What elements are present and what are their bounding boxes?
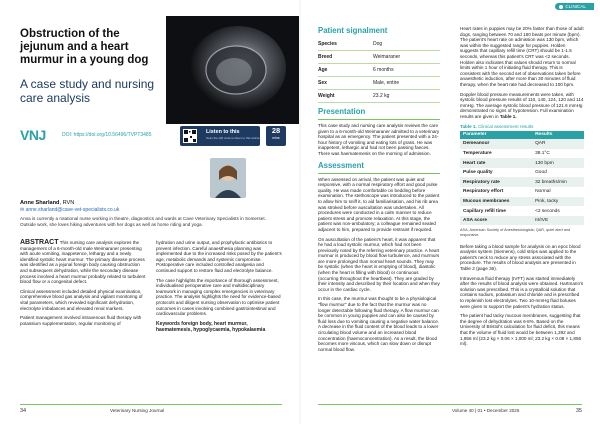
parameter-cell: ASA score — [460, 216, 532, 226]
signalment-value: 23.2 kg — [373, 90, 440, 103]
assessment-heading: Assessment — [318, 160, 364, 170]
table-caption — [460, 124, 584, 129]
result-cell: Pink, tacky — [532, 197, 584, 207]
table-row — [318, 64, 440, 77]
doi-link[interactable]: DOI: https://doi.org/10.56496/TVPT3485 — [62, 132, 152, 138]
section-tag-label: CLINICAL — [565, 4, 586, 9]
result-cell: Normal — [535, 189, 551, 195]
signalment-key: Species — [318, 38, 373, 51]
table-row — [318, 90, 440, 103]
page-number: 34 — [20, 408, 27, 414]
parameter-cell: Capillary refill time — [463, 208, 506, 214]
signalment-key: Breed — [318, 51, 373, 64]
listen-unit: mins — [272, 136, 280, 140]
table-row — [460, 158, 584, 168]
abstract-column-1 — [20, 240, 146, 330]
keywords-text: foreign body, heart murmur, haematemesis, hypoglycaemia, hypokalaemia — [156, 320, 266, 333]
footer-rule — [318, 404, 582, 405]
author-avatar — [210, 158, 246, 198]
table-row — [460, 149, 584, 159]
signalment-value: Dog — [373, 38, 440, 51]
listen-button[interactable] — [180, 126, 260, 146]
assessment-paragraph-3: In this case, the murmur was thought to be a physiological "flow murmur" due to the fact that the murmur was no longer detectable following fluid therapy. A flow murmur can be common in young puppies and can also be caused by fluid loss due to vomiting causing a negative water balance. A decrease in the fluid content of the blood leads to a lower circulating blood volume and an increased blood concentration (haemoconcentration). As a result, the blood becomes more viscous, which can slow down or disrupt normal blood flow. — [318, 296, 440, 352]
signalment-value: Male, entire — [373, 77, 440, 90]
journal-name: Veterinary Nursing Journal — [110, 408, 165, 413]
abstract-column-2 — [156, 240, 282, 337]
journal-logo: VNJ — [20, 127, 46, 143]
volume-info: Volume 40 | 01 • December 2025 — [452, 408, 520, 413]
abstract-paragraph-4: hydration and urine output, and prophylactic antibiotics to prevent infection. Careful anaesthesia planning was implemented due to the increased risks posed by the patient's age, metabolic demands and systemic compromise. Postoperative care included controlled analgesia and continued support to restore fluid and electrolyte balance. — [156, 240, 282, 273]
parameter-cell: Respiratory rate — [460, 177, 532, 187]
result-cell: QAR — [532, 139, 584, 149]
column-header: Parameter — [460, 131, 532, 140]
section-rule — [318, 173, 440, 174]
author-email-text[interactable]: anne.sharland@cave-vet-specialists.co.uk — [25, 207, 120, 213]
assessment-paragraph-1: When assessed on arrival, the patient was quiet and responsive, with a normal respiratory effort and good pulse quality. He was made comfortable on bedding before examination. The stethoscope was introduced to the patient to allow him to sniff it, to aid familiarisation, and his rib area was stroked before auscultation was undertaken. All procedures were conducted in a calm manner to reduce patient stress and promote relaxation. At this stage, the patient was non-ambulatory; a colleague remained seated adjacent to him, prepared to provide restraint if required. — [318, 176, 440, 232]
table-row — [460, 168, 584, 178]
body-paragraph-5: The patient had tacky mucous membranes, suggesting that the degree of dehydration was 6-8%. Based on the University of Bristol's calculation for fluid deficit, this means that the volume of fluid lost would be between 1,392 and 1,856 ml (23.2 kg × 0.06 × 1,000 ml; 23.2 kg × 0.08 × 1,856 ml). — [460, 313, 582, 347]
body-paragraph-2 — [460, 92, 584, 120]
author-bio: Anna is currently a rotational nurse working in theatre, diagnostics and wards at Cave Veterinary Specialists in Somerset. Outside work, she loves hiking adventures with her dogs as well as horse riding and yoga. — [20, 216, 266, 227]
author-block — [20, 158, 290, 200]
listen-subtitle: Scan the QR code to listen to this article — [206, 136, 260, 140]
parameter-cell: Pulse quality — [463, 170, 493, 176]
author-email[interactable] — [20, 207, 119, 213]
right-page — [300, 0, 600, 424]
table-reference: Table 1. — [498, 113, 517, 119]
abstract-paragraph-5: The case highlights the importance of thorough assessment, individualised perioperative care and multidisciplinary teamwork in managing complex emergencies in veterinary practice. The analysis highlights the need for evidence-based protocols and diligent nursing observation to optimise patient outcomes in cases involving combined gastrointestinal and cardiovascular problems. — [156, 277, 281, 317]
section-rule — [318, 119, 440, 120]
table-row — [460, 187, 584, 197]
abstract-paragraph-2: Clinical assessment included detailed physical examination, comprehensive blood gas analysis and vigilant monitoring of vital parameters, which revealed significant dehydration, electrolyte imbalances and elevated renal markers. — [20, 288, 143, 311]
signalment-key: Age — [318, 64, 373, 77]
abstract-paragraph-3: Patient management involved intravenous fluid therapy with potassium supplementation, regular monitoring of — [20, 315, 142, 326]
keywords — [156, 321, 282, 333]
result-cell: 38.1°C — [535, 150, 550, 156]
parameter-cell: Mucous membranes — [460, 197, 532, 207]
table-caption-text: Clinical assessment results — [476, 123, 534, 129]
result-cell: <2 seconds — [535, 208, 560, 214]
keywords-heading: Keywords — [156, 320, 180, 327]
result-cell: III/IVE — [532, 216, 584, 226]
body-paragraph-3: Before taking a blood sample for analysis on an epoc blood analysis system (Siemens), cold strips was applied to the patient's neck to reduce any stress associated with the procedure. The results of blood analysis are presented in Table 2 (page 36). — [460, 243, 581, 271]
clinical-results-table — [460, 131, 584, 226]
table-row — [318, 77, 440, 90]
table-caption-label: Table 1. — [460, 123, 477, 129]
article-subtitle: A case study and nursing care analysis — [20, 77, 155, 105]
presentation-heading: Presentation — [318, 107, 366, 116]
parameter-cell: Demeanour — [460, 139, 532, 149]
result-cell: 32 breaths/min — [532, 177, 584, 187]
signalment-key: Sex — [318, 77, 373, 90]
table-row — [460, 197, 584, 207]
listen-title: Listen to this — [206, 129, 240, 135]
parameter-cell: Temperature — [463, 150, 492, 156]
table-row — [460, 139, 584, 149]
result-cell: Good — [535, 170, 547, 176]
radiograph-image — [166, 16, 300, 124]
body-paragraph-4: Intravenous fluid therapy (IVFT) was started immediately after the results of blood analysis were obtained. Hartmann's solution was prescribed. This is a crystalloid solution that contains sodium, potassium and chloride and is prescribed to replenish lost electrolytes. Two 10-mmHg fluid boluses were given to support the patient's hydration status. — [460, 275, 584, 309]
signalment-value: Weimaraner — [373, 51, 440, 64]
signalment-value: 6 months — [373, 64, 440, 77]
signalment-table — [318, 38, 440, 103]
signalment-key: Weight — [318, 90, 373, 103]
signalment-heading: Patient signalment — [318, 26, 388, 35]
parameter-cell: Respiratory effort — [463, 189, 504, 195]
tag-dot-icon — [559, 5, 563, 9]
table-row — [460, 216, 584, 226]
abstract-text-1: This nursing care analysis explores the management of a 6-month-old male Weimaraner presenting with acute vomiting, inappetence, lethargy and a newly identified systolic heart murmur. The primary disease process was identified as a jejunal foreign body causing obstruction and subsequent dehydration, while the secondary disease process involved a heart murmur probably related to turbulent blood flow or a congenital defect. — [20, 240, 146, 285]
mail-icon: ✉ — [20, 207, 25, 213]
abstract-heading: ABSTRACT — [20, 239, 59, 246]
listen-minutes: 28 — [271, 126, 281, 135]
table-header-row — [460, 131, 584, 140]
table-row — [318, 51, 440, 64]
section-tag — [555, 3, 594, 10]
body-paragraph-1: Heart rates in puppies may be 20% faster than those of adult dogs, ranging between 70 and 180 beats per minute (bpm). The patient's heart rate on admission was 130 bpm, which was within the suggested range for puppies. Holden suggests that capillary refill time (CRT) should be 1-1.5 seconds, whereas this patient's CRT was <2 seconds. Holden also indicates that values should return to normal limits within 1 hour of initiating fluid therapy. This is consistent with the second set of observations taken before anaesthetic induction, after more than 30 minutes of fluid therapy, when the heart rate had decreased to 100 bpm. — [460, 26, 584, 87]
right-column-2 — [460, 26, 584, 351]
author-name-text: Anne Sharland — [20, 200, 60, 206]
qr-code-icon[interactable] — [183, 129, 197, 143]
assessment-paragraph-2: On auscultation of the patient's heart, it was apparent that he had a loud systolic murmur, which had not been previously noted by the referring veterinary practice. A heart murmur is produced by blood flow turbulence, and murmurs are more prolonged than normal heart sounds. They may be systolic (when the heart is emptying of blood), diastolic (when the heart is filling with blood) or continuous (occurring throughout the heartbeat). They are graded by their intensity and described by their location and when they occur in the cardiac cycle. — [318, 236, 440, 292]
right-column-1 — [318, 26, 440, 356]
table-footnote: ASA, American Society of Anesthesiologists; QAR, quiet alert and responsive. — [460, 228, 571, 238]
page-number: 35 — [575, 408, 582, 414]
parameter-cell: Heart rate — [460, 158, 532, 168]
author-credentials: , RVN — [59, 200, 75, 206]
table-row — [460, 206, 584, 216]
author-name — [20, 200, 74, 206]
result-cell: 130 bpm — [532, 158, 584, 168]
presentation-paragraph: This case study and nursing care analysis reviews the care given to a 6-month-old Weimaraner admitted to a veterinary hospital as an emergency. The patient presented with a 24-hour history of vomiting and eating lots of grass. He was inappetent, lethargic and had not been passing faeces. There was haematemesis on the morning of admission. — [318, 123, 440, 156]
footer-rule — [20, 404, 282, 405]
column-header: Results — [532, 131, 584, 140]
body-paragraph-2-text: Doppler blood pressure measurements were taken, with systolic blood pressure results of 110, 140, 124, 120 and 114 mmHg. The average systolic blood pressure of 121.6 mmHg demonstrated no signs of hypotension. Full examination results are given in — [460, 91, 584, 119]
abstract-paragraph-1 — [20, 240, 146, 285]
article-title: Obstruction of the jejunum and a heart murmur in a young dog — [20, 28, 149, 66]
table-row — [460, 177, 584, 187]
table-row — [318, 38, 440, 51]
listen-duration — [266, 126, 286, 146]
